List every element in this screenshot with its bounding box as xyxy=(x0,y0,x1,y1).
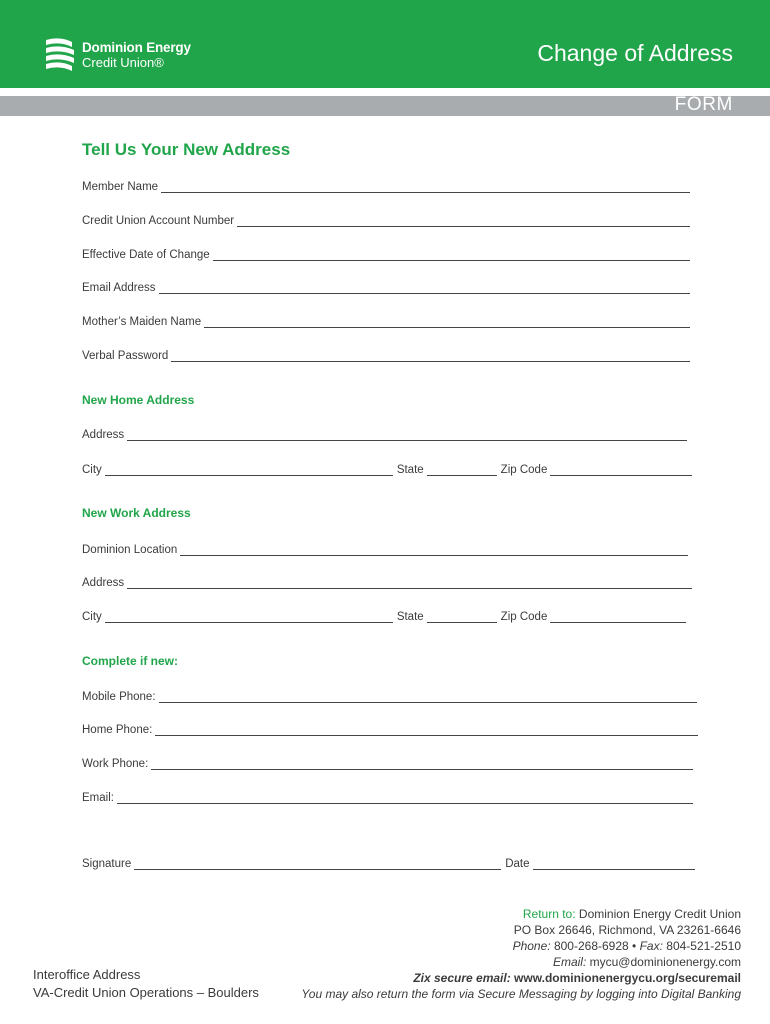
home-address-field[interactable] xyxy=(82,425,687,441)
work-address-line[interactable] xyxy=(127,577,692,589)
return-to-line xyxy=(301,906,741,922)
form-band xyxy=(0,96,770,116)
signature-label: Signature xyxy=(82,858,132,870)
home-address-line[interactable] xyxy=(127,429,687,441)
zix-link[interactable]: www.dominionenergycu.org/securemail xyxy=(514,971,741,985)
brand-line-1: Dominion Energy xyxy=(82,40,191,55)
email-label: Email: xyxy=(82,792,114,804)
section-heading-new-address: Tell Us Your New Address xyxy=(82,140,291,159)
verbal-password-line[interactable] xyxy=(171,350,690,362)
bullet-separator: • xyxy=(632,939,637,953)
maiden-name-label: Mother’s Maiden Name xyxy=(82,316,202,328)
member-name-line[interactable] xyxy=(161,181,690,193)
phone-label: Phone: xyxy=(512,939,551,953)
work-location-line[interactable] xyxy=(180,544,688,556)
section-heading-home-address: New Home Address xyxy=(82,393,195,407)
effective-date-label: Effective Date of Change xyxy=(82,249,210,261)
home-state-line[interactable] xyxy=(427,464,497,476)
email-field[interactable] xyxy=(82,788,693,804)
effective-date-field[interactable] xyxy=(82,245,690,261)
effective-date-line[interactable] xyxy=(213,249,690,261)
form-label: FORM xyxy=(674,94,733,115)
return-address-block xyxy=(301,906,741,1002)
work-city-label: City xyxy=(82,611,102,623)
interoffice-label: Interoffice Address xyxy=(33,967,141,982)
po-box-line: PO Box 26646, Richmond, VA 23261-6646 xyxy=(513,923,741,937)
work-zip-line[interactable] xyxy=(550,611,686,623)
fax-value: 804-521-2510 xyxy=(666,939,741,953)
header-bar xyxy=(0,0,770,88)
work-state-label: State xyxy=(396,611,424,623)
work-location-field[interactable] xyxy=(82,540,688,556)
work-address-field[interactable] xyxy=(82,573,692,589)
account-number-line[interactable] xyxy=(237,215,690,227)
mobile-phone-label: Mobile Phone: xyxy=(82,691,156,703)
account-number-field[interactable] xyxy=(82,211,690,227)
work-city-line[interactable] xyxy=(105,611,393,623)
work-city-state-zip-row xyxy=(82,607,686,623)
account-number-label: Credit Union Account Number xyxy=(82,215,235,227)
home-phone-field[interactable] xyxy=(82,720,698,736)
work-phone-label: Work Phone: xyxy=(82,758,149,770)
home-zip-label: Zip Code xyxy=(500,464,548,476)
home-address-label: Address xyxy=(82,429,125,441)
home-city-label: City xyxy=(82,464,102,476)
section-heading-complete-if-new: Complete if new: xyxy=(82,654,179,668)
work-zip-label: Zip Code xyxy=(500,611,548,623)
email-address-field[interactable] xyxy=(82,278,690,294)
work-location-label: Dominion Location xyxy=(82,544,178,556)
verbal-password-field[interactable] xyxy=(82,346,690,362)
brand-line-2: Credit Union® xyxy=(82,55,164,70)
verbal-password-label: Verbal Password xyxy=(82,350,169,362)
home-phone-line[interactable] xyxy=(155,724,698,736)
work-state-line[interactable] xyxy=(427,611,497,623)
phone-value: 800-268-6928 xyxy=(553,939,629,953)
interoffice-block xyxy=(33,966,259,1002)
secure-messaging-note: You may also return the form via Secure Messaging by logging into Digital Banking xyxy=(301,987,741,1001)
footer-email-label: Email: xyxy=(552,955,587,969)
brand-name xyxy=(82,40,191,70)
maiden-name-line[interactable] xyxy=(204,316,690,328)
member-name-label: Member Name xyxy=(82,181,159,193)
maiden-name-field[interactable] xyxy=(82,312,690,328)
work-phone-field[interactable] xyxy=(82,754,693,770)
signature-date-row xyxy=(82,854,695,870)
section-heading-work-address: New Work Address xyxy=(82,506,191,520)
email-address-label: Email Address xyxy=(82,282,156,294)
work-address-label: Address xyxy=(82,577,125,589)
zix-line xyxy=(301,970,741,986)
zix-label: Zix secure email: xyxy=(413,971,511,985)
return-to-value: Dominion Energy Credit Union xyxy=(578,907,741,921)
document-title: Change of Address xyxy=(537,40,733,66)
dominion-energy-logo-icon xyxy=(42,36,78,76)
return-to-label: Return to: xyxy=(522,907,576,921)
date-label: Date xyxy=(505,858,530,870)
email-address-line[interactable] xyxy=(159,282,690,294)
work-phone-line[interactable] xyxy=(151,758,693,770)
fax-label: Fax: xyxy=(639,939,663,953)
date-line[interactable] xyxy=(533,858,695,870)
home-zip-line[interactable] xyxy=(550,464,692,476)
signature-line[interactable] xyxy=(134,858,501,870)
home-city-state-zip-row xyxy=(82,460,692,476)
phone-fax-line xyxy=(301,938,741,954)
home-phone-label: Home Phone: xyxy=(82,724,153,736)
mobile-phone-line[interactable] xyxy=(159,691,697,703)
footer-email-value: mycu@dominionenergy.com xyxy=(589,955,741,969)
home-city-line[interactable] xyxy=(105,464,393,476)
email-line[interactable] xyxy=(117,792,693,804)
member-name-field[interactable] xyxy=(82,177,690,193)
email-line-footer xyxy=(301,954,741,970)
mobile-phone-field[interactable] xyxy=(82,687,697,703)
home-state-label: State xyxy=(396,464,424,476)
interoffice-value: VA-Credit Union Operations – Boulders xyxy=(33,985,259,1000)
